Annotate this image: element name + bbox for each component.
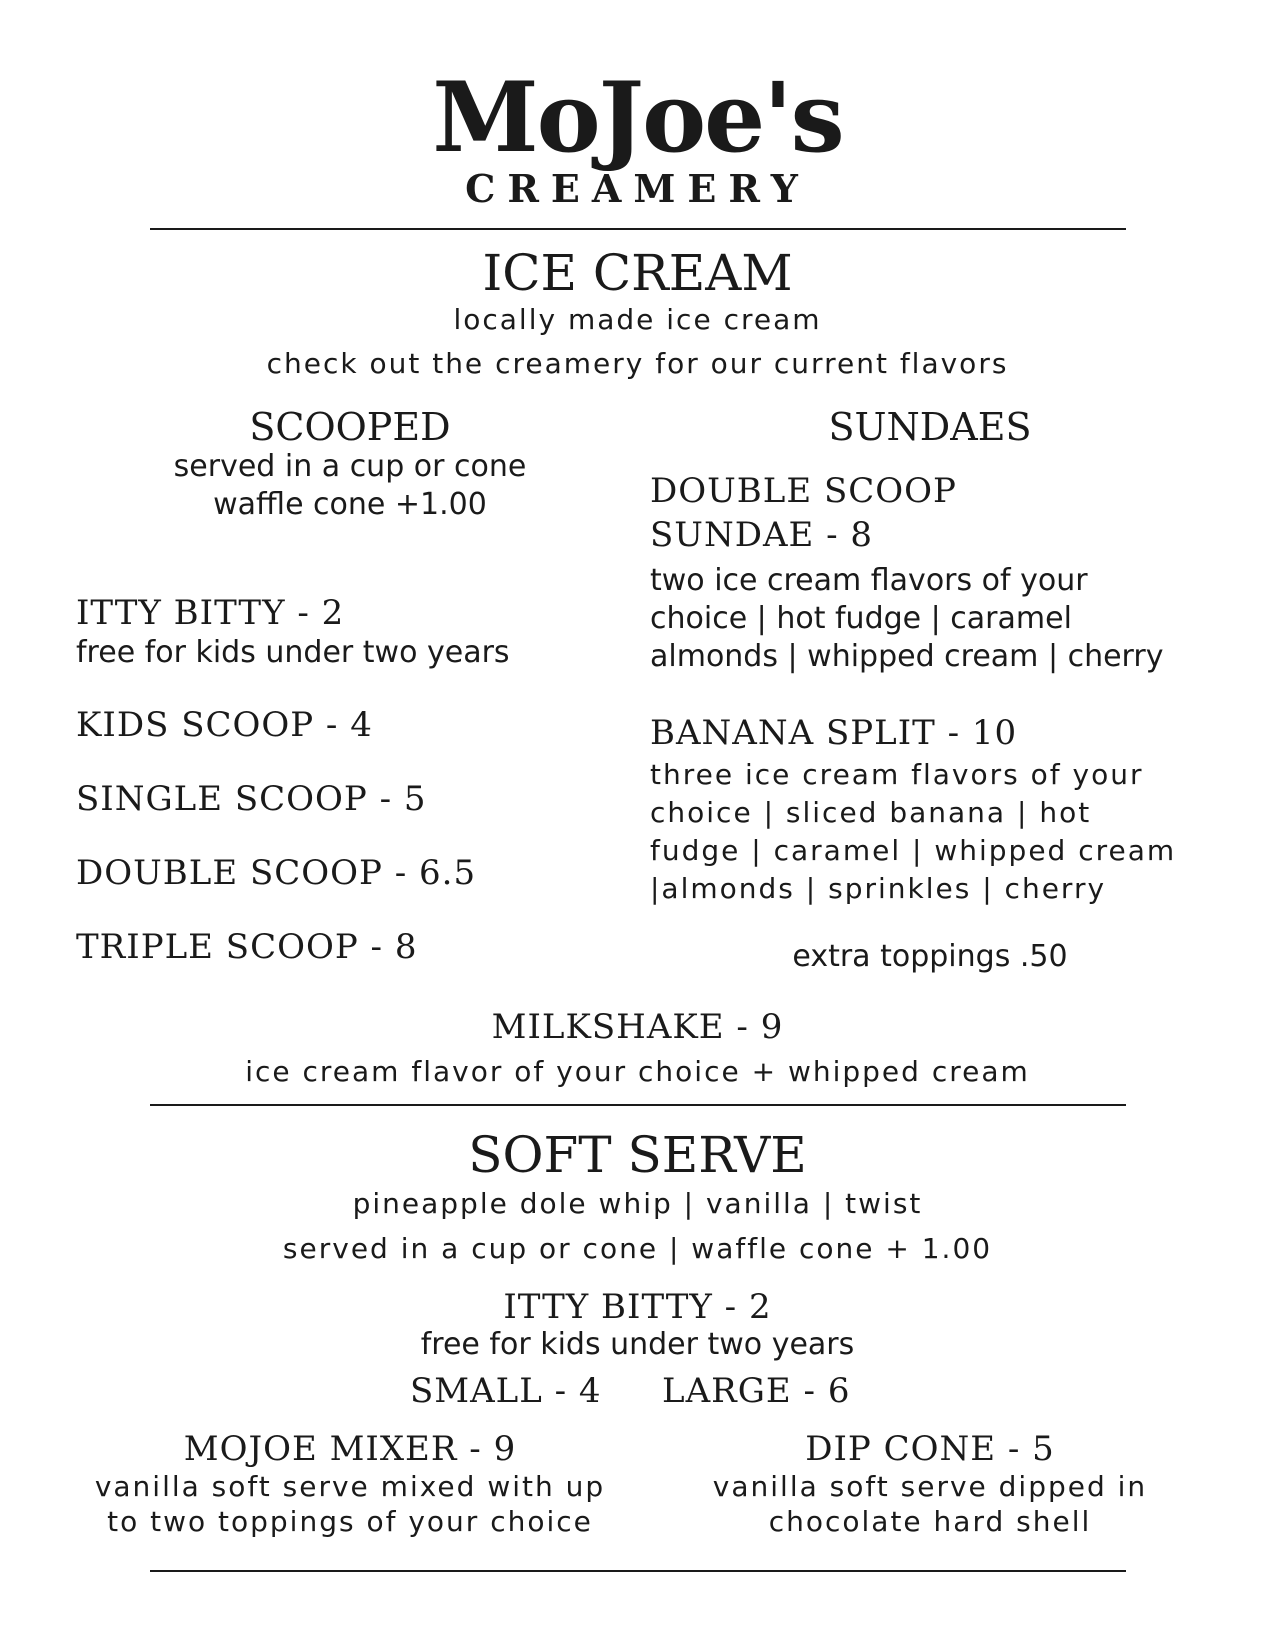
banana-split-desc-line-3: fudge | caramel | whipped cream xyxy=(650,834,1177,867)
soft-serve-subtitle-2: served in a cup or cone | waffle cone + 1.00 xyxy=(282,1232,993,1265)
divider-top xyxy=(150,228,1126,230)
soft-serve-itty-bitty: ITTY BITTY - 2 xyxy=(503,1287,772,1327)
ice-cream-subtitle-2: check out the creamery for our current flavors xyxy=(266,347,1009,380)
scooped-title: SCOOPED xyxy=(249,405,451,449)
menu-item-mojoe-mixer: MOJOE MIXER - 9 xyxy=(183,1429,517,1469)
scooped-desc-2: waffle cone +1.00 xyxy=(213,487,487,522)
brand-logo-title: MoJoe's xyxy=(432,61,843,174)
banana-split-desc-line-2: choice | sliced banana | hot xyxy=(650,796,1092,829)
section-title-ice-cream: ICE CREAM xyxy=(482,244,793,302)
dip-cone-desc-line-2: chocolate hard shell xyxy=(768,1505,1092,1538)
scooped-desc-1: served in a cup or cone xyxy=(173,449,527,484)
soft-serve-small: SMALL - 4 xyxy=(410,1371,602,1411)
divider-bottom xyxy=(150,1570,1126,1572)
menu-item-single-scoop: SINGLE SCOOP - 5 xyxy=(76,779,427,819)
ice-cream-subtitle-1: locally made ice cream xyxy=(453,303,822,336)
menu-item-double-scoop-sundae-line2: SUNDAE - 8 xyxy=(650,515,874,555)
sundaes-title: SUNDAES xyxy=(828,405,1032,449)
banana-split-desc-line-4: |almonds | sprinkles | cherry xyxy=(650,872,1107,905)
menu-item-banana-split: BANANA SPLIT - 10 xyxy=(650,713,1018,753)
section-title-soft-serve: SOFT SERVE xyxy=(468,1126,807,1184)
menu-item-double-scoop-sundae-line1: DOUBLE SCOOP xyxy=(650,471,957,511)
soft-serve-subtitle-1: pineapple dole whip | vanilla | twist xyxy=(352,1187,923,1220)
menu-item-itty-bitty-note: free for kids under two years xyxy=(76,635,510,670)
brand-tagline: CREAMERY xyxy=(465,166,810,211)
menu-item-dip-cone: DIP CONE - 5 xyxy=(805,1429,1055,1469)
menu-item-milkshake: MILKSHAKE - 9 xyxy=(491,1007,784,1047)
extra-toppings-note: extra toppings .50 xyxy=(792,939,1068,974)
soft-serve-large: LARGE - 6 xyxy=(662,1371,851,1411)
menu-item-double-scoop: DOUBLE SCOOP - 6.5 xyxy=(76,853,477,893)
dip-cone-desc-line-1: vanilla soft serve dipped in xyxy=(712,1470,1148,1503)
sundae-desc-line-1: two ice cream flavors of your xyxy=(650,563,1088,598)
menu-item-kids-scoop: KIDS SCOOP - 4 xyxy=(76,705,373,745)
menu-item-itty-bitty: ITTY BITTY - 2 xyxy=(76,593,345,633)
soft-serve-itty-bitty-note: free for kids under two years xyxy=(420,1327,855,1362)
sundae-desc-line-2: choice | hot fudge | caramel xyxy=(650,601,1072,636)
sundae-desc-line-3: almonds | whipped cream | cherry xyxy=(650,639,1164,674)
divider-middle xyxy=(150,1104,1126,1106)
mojoe-mixer-desc-line-1: vanilla soft serve mixed with up xyxy=(94,1470,606,1503)
banana-split-desc-line-1: three ice cream flavors of your xyxy=(650,758,1144,791)
menu-item-triple-scoop: TRIPLE SCOOP - 8 xyxy=(76,927,418,967)
mojoe-mixer-desc-line-2: to two toppings of your choice xyxy=(107,1505,593,1538)
milkshake-desc: ice cream flavor of your choice + whipped cream xyxy=(245,1055,1030,1088)
